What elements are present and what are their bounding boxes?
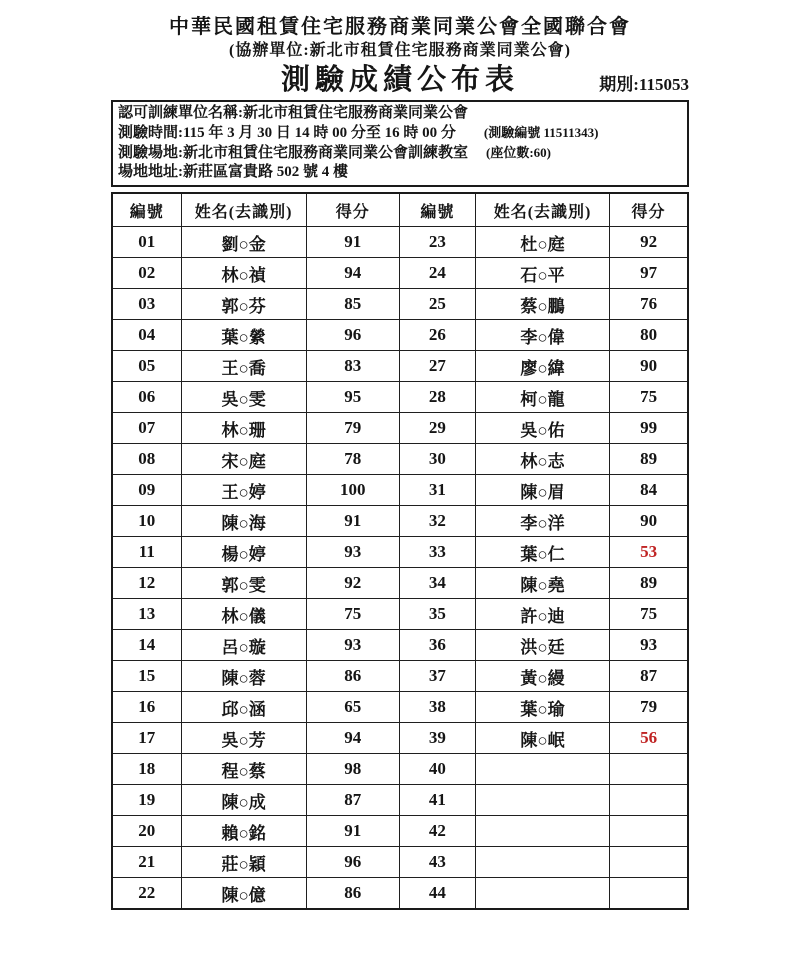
cell-score-right: 93 [610, 630, 688, 661]
header-name-left: 姓名(去識別) [181, 193, 306, 227]
cell-name-right [475, 816, 609, 847]
table-row [112, 537, 688, 568]
cell-no-left: 06 [112, 382, 181, 413]
cell-score-right [610, 785, 688, 816]
cell-score-left: 87 [306, 785, 399, 816]
cell-no-right: 23 [399, 227, 475, 258]
cell-name-right [475, 754, 609, 785]
cell-name-right: 許○迪 [475, 599, 609, 630]
cell-name-right: 陳○眉 [475, 475, 609, 506]
cell-score-right: 84 [610, 475, 688, 506]
cell-score-right [610, 754, 688, 785]
cell-no-left: 17 [112, 723, 181, 754]
table-row [112, 289, 688, 320]
cell-no-left: 04 [112, 320, 181, 351]
cell-no-right: 30 [399, 444, 475, 475]
cell-score-left: 83 [306, 351, 399, 382]
cell-name-left: 林○禎 [181, 258, 306, 289]
cell-score-right: 80 [610, 320, 688, 351]
table-row [112, 320, 688, 351]
cell-name-left: 林○珊 [181, 413, 306, 444]
cell-name-right: 黃○縵 [475, 661, 609, 692]
table-row [112, 568, 688, 599]
cell-name-right: 李○偉 [475, 320, 609, 351]
period-label: 期別:115053 [599, 75, 689, 94]
cell-no-left: 16 [112, 692, 181, 723]
table-row [112, 506, 688, 537]
cell-no-right: 26 [399, 320, 475, 351]
table-row [112, 847, 688, 878]
cell-score-right: 56 [610, 723, 688, 754]
cell-score-left: 100 [306, 475, 399, 506]
cell-no-left: 21 [112, 847, 181, 878]
cell-name-right: 洪○廷 [475, 630, 609, 661]
info-venue-address [118, 163, 682, 182]
cell-name-right [475, 785, 609, 816]
cell-score-right: 89 [610, 568, 688, 599]
cell-no-left: 03 [112, 289, 181, 320]
table-row [112, 630, 688, 661]
cell-name-right: 蔡○鵬 [475, 289, 609, 320]
cell-no-right: 37 [399, 661, 475, 692]
cell-no-left: 19 [112, 785, 181, 816]
cell-name-left: 林○儀 [181, 599, 306, 630]
table-row [112, 878, 688, 910]
cell-score-left: 95 [306, 382, 399, 413]
cell-no-right: 29 [399, 413, 475, 444]
cell-no-left: 13 [112, 599, 181, 630]
cell-score-left: 91 [306, 506, 399, 537]
info-training-unit [118, 104, 682, 123]
cell-name-right: 吳○佑 [475, 413, 609, 444]
cell-name-left: 陳○億 [181, 878, 306, 910]
cell-name-left: 王○喬 [181, 351, 306, 382]
organization-title: 中華民國租賃住宅服務商業同業公會全國聯合會 [169, 16, 631, 38]
cell-score-left: 94 [306, 723, 399, 754]
cell-score-left: 92 [306, 568, 399, 599]
cell-no-right: 32 [399, 506, 475, 537]
cell-name-left: 郭○雯 [181, 568, 306, 599]
cell-no-left: 05 [112, 351, 181, 382]
info-test-time-text: 測驗時間:115 年 3 月 30 日 14 時 00 分至 16 時 00 分 [118, 125, 456, 141]
cell-score-left: 75 [306, 599, 399, 630]
cell-name-right: 李○洋 [475, 506, 609, 537]
cell-name-right: 石○平 [475, 258, 609, 289]
cell-no-right: 31 [399, 475, 475, 506]
cell-score-right: 75 [610, 382, 688, 413]
cell-no-left: 15 [112, 661, 181, 692]
table-row [112, 444, 688, 475]
table-header-row [112, 193, 688, 227]
cell-name-left: 程○蔡 [181, 754, 306, 785]
cell-score-left: 85 [306, 289, 399, 320]
cell-no-left: 07 [112, 413, 181, 444]
organization-subtitle: (協辦單位:新北市租賃住宅服務商業同業公會) [229, 42, 571, 59]
page-title: 測驗成績公布表 [280, 64, 519, 96]
table-row [112, 723, 688, 754]
table-row [112, 692, 688, 723]
cell-no-left: 22 [112, 878, 181, 910]
cell-no-left: 12 [112, 568, 181, 599]
info-training-unit-text: 認可訓練單位名稱:新北市租賃住宅服務商業同業公會 [118, 105, 468, 121]
cell-no-right: 41 [399, 785, 475, 816]
table-row [112, 661, 688, 692]
cell-no-left: 02 [112, 258, 181, 289]
score-table [111, 192, 689, 910]
cell-no-left: 11 [112, 537, 181, 568]
cell-score-right: 99 [610, 413, 688, 444]
cell-name-left: 陳○成 [181, 785, 306, 816]
header-name-right: 姓名(去識別) [475, 193, 609, 227]
cell-score-left: 79 [306, 413, 399, 444]
cell-name-right: 杜○庭 [475, 227, 609, 258]
cell-score-right: 76 [610, 289, 688, 320]
table-row [112, 382, 688, 413]
cell-score-right: 53 [610, 537, 688, 568]
table-row [112, 258, 688, 289]
table-row [112, 816, 688, 847]
cell-no-left: 08 [112, 444, 181, 475]
cell-no-right: 39 [399, 723, 475, 754]
cell-no-right: 36 [399, 630, 475, 661]
cell-score-right: 90 [610, 351, 688, 382]
cell-score-right [610, 878, 688, 910]
cell-name-right: 葉○瑜 [475, 692, 609, 723]
cell-no-right: 38 [399, 692, 475, 723]
cell-name-right: 廖○緯 [475, 351, 609, 382]
cell-no-left: 14 [112, 630, 181, 661]
cell-no-right: 27 [399, 351, 475, 382]
info-box [111, 100, 689, 187]
cell-no-right: 44 [399, 878, 475, 910]
cell-no-right: 43 [399, 847, 475, 878]
cell-score-right: 89 [610, 444, 688, 475]
info-test-venue-text: 測驗場地:新北市租賃住宅服務商業同業公會訓練教室 [118, 145, 468, 161]
cell-no-right: 34 [399, 568, 475, 599]
cell-score-right [610, 847, 688, 878]
table-row [112, 754, 688, 785]
cell-no-left: 10 [112, 506, 181, 537]
cell-score-left: 86 [306, 878, 399, 910]
info-test-time [118, 123, 682, 143]
header-score-right: 得分 [610, 193, 688, 227]
cell-no-left: 09 [112, 475, 181, 506]
cell-score-left: 96 [306, 847, 399, 878]
cell-name-left: 呂○璇 [181, 630, 306, 661]
cell-score-left: 65 [306, 692, 399, 723]
table-row [112, 785, 688, 816]
cell-score-left: 91 [306, 816, 399, 847]
cell-name-left: 宋○庭 [181, 444, 306, 475]
cell-name-right: 林○志 [475, 444, 609, 475]
table-row [112, 227, 688, 258]
cell-name-left: 葉○縈 [181, 320, 306, 351]
cell-no-right: 35 [399, 599, 475, 630]
cell-score-right [610, 816, 688, 847]
cell-name-right [475, 878, 609, 910]
info-test-venue [118, 143, 682, 163]
cell-name-left: 吳○雯 [181, 382, 306, 413]
cell-no-left: 18 [112, 754, 181, 785]
score-table-body [112, 227, 688, 910]
cell-name-right: 陳○岷 [475, 723, 609, 754]
cell-no-right: 40 [399, 754, 475, 785]
cell-name-left: 郭○芬 [181, 289, 306, 320]
table-row [112, 413, 688, 444]
cell-score-left: 98 [306, 754, 399, 785]
cell-score-right: 87 [610, 661, 688, 692]
cell-name-left: 莊○穎 [181, 847, 306, 878]
info-seat-count: (座位數:60) [486, 145, 551, 160]
cell-no-left: 20 [112, 816, 181, 847]
table-row [112, 351, 688, 382]
cell-no-right: 24 [399, 258, 475, 289]
cell-score-left: 94 [306, 258, 399, 289]
cell-score-left: 86 [306, 661, 399, 692]
table-row [112, 599, 688, 630]
cell-score-right: 97 [610, 258, 688, 289]
cell-score-right: 92 [610, 227, 688, 258]
info-venue-address-text: 場地地址:新莊區富貴路 502 號 4 樓 [118, 164, 348, 180]
table-row [112, 475, 688, 506]
cell-no-left: 01 [112, 227, 181, 258]
cell-score-right: 75 [610, 599, 688, 630]
cell-name-left: 陳○海 [181, 506, 306, 537]
cell-no-right: 25 [399, 289, 475, 320]
cell-name-right: 陳○堯 [475, 568, 609, 599]
header-no-left: 編號 [112, 193, 181, 227]
cell-score-left: 93 [306, 630, 399, 661]
cell-no-right: 42 [399, 816, 475, 847]
cell-score-left: 93 [306, 537, 399, 568]
cell-score-left: 91 [306, 227, 399, 258]
document-page [111, 0, 689, 910]
cell-name-left: 劉○金 [181, 227, 306, 258]
cell-name-right [475, 847, 609, 878]
cell-name-left: 陳○蓉 [181, 661, 306, 692]
cell-score-right: 79 [610, 692, 688, 723]
cell-no-right: 33 [399, 537, 475, 568]
cell-name-left: 吳○芳 [181, 723, 306, 754]
cell-score-left: 78 [306, 444, 399, 475]
title-row [111, 62, 689, 98]
cell-name-right: 葉○仁 [475, 537, 609, 568]
cell-no-right: 28 [399, 382, 475, 413]
info-test-number: (測驗編號 11511343) [483, 125, 599, 140]
cell-name-left: 賴○銘 [181, 816, 306, 847]
cell-score-left: 96 [306, 320, 399, 351]
cell-name-left: 王○婷 [181, 475, 306, 506]
cell-name-left: 邱○涵 [181, 692, 306, 723]
cell-name-right: 柯○龍 [475, 382, 609, 413]
cell-name-left: 楊○婷 [181, 537, 306, 568]
cell-score-right: 90 [610, 506, 688, 537]
header-no-right: 編號 [399, 193, 475, 227]
header-score-left: 得分 [306, 193, 399, 227]
